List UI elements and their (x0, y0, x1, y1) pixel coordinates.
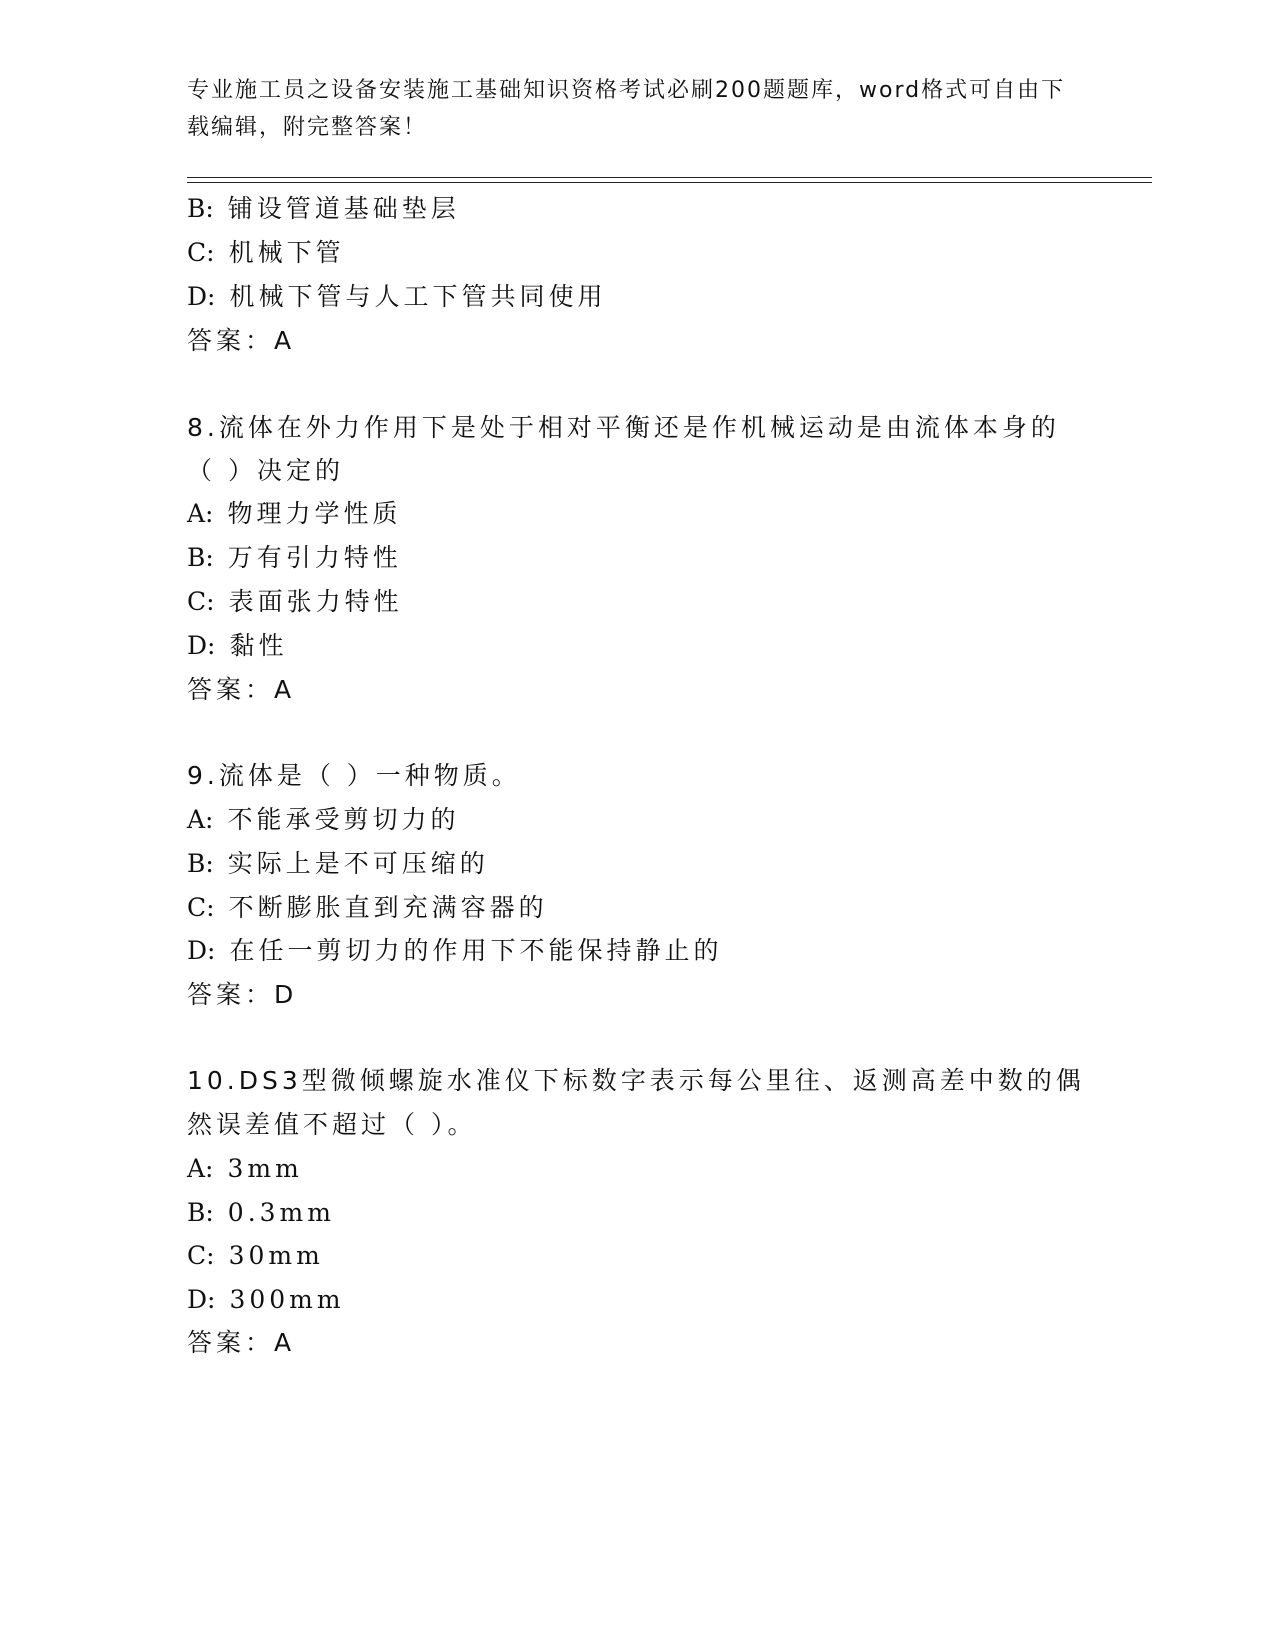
question-8-text-cont: （ ）决定的 (187, 456, 344, 485)
option-d: D: 黏性 (187, 631, 288, 660)
option-b: B: 实际上是不可压缩的 (187, 849, 489, 878)
question-9-text: 9.流体是（ ）一种物质。 (187, 761, 521, 790)
option-d: D: 300mm (187, 1285, 345, 1314)
answer-line: 答案：D (187, 980, 298, 1009)
option-d: D: 在任一剪切力的作用下不能保持静止的 (187, 936, 723, 965)
document-header: 专业施工员之设备安装施工基础知识资格考试必刷200题题库，word格式可自由下载编辑，附完整答案！ (187, 78, 1066, 140)
option-a: A: 不能承受剪切力的 (187, 805, 460, 834)
option-c: C: 不断膨胀直到充满容器的 (187, 893, 548, 922)
answer-line: 答案：A (187, 675, 296, 704)
option-b: B: 铺设管道基础垫层 (187, 194, 460, 223)
option-d: D: 机械下管与人工下管共同使用 (187, 282, 607, 311)
answer-line: 答案：A (187, 326, 296, 355)
option-c: C: 30mm (187, 1241, 324, 1270)
header-divider-bottom (187, 182, 1152, 183)
option-c: C: 机械下管 (187, 238, 345, 267)
question-10-text: 10.DS3型微倾螺旋水准仪下标数字表示每公里往、返测高差中数的偶 (187, 1066, 1085, 1095)
option-a: A: 3mm (187, 1154, 303, 1183)
question-8-text: 8.流体在外力作用下是处于相对平衡还是作机械运动是由流体本身的 (187, 413, 1060, 442)
option-b: B: 0.3mm (187, 1198, 335, 1227)
option-a: A: 物理力学性质 (187, 499, 402, 528)
question-10-text-cont: 然误差值不超过（ ）。 (187, 1110, 477, 1139)
answer-line: 答案：A (187, 1328, 296, 1357)
header-divider-top (187, 177, 1152, 178)
option-b: B: 万有引力特性 (187, 543, 402, 572)
option-c: C: 表面张力特性 (187, 587, 403, 616)
